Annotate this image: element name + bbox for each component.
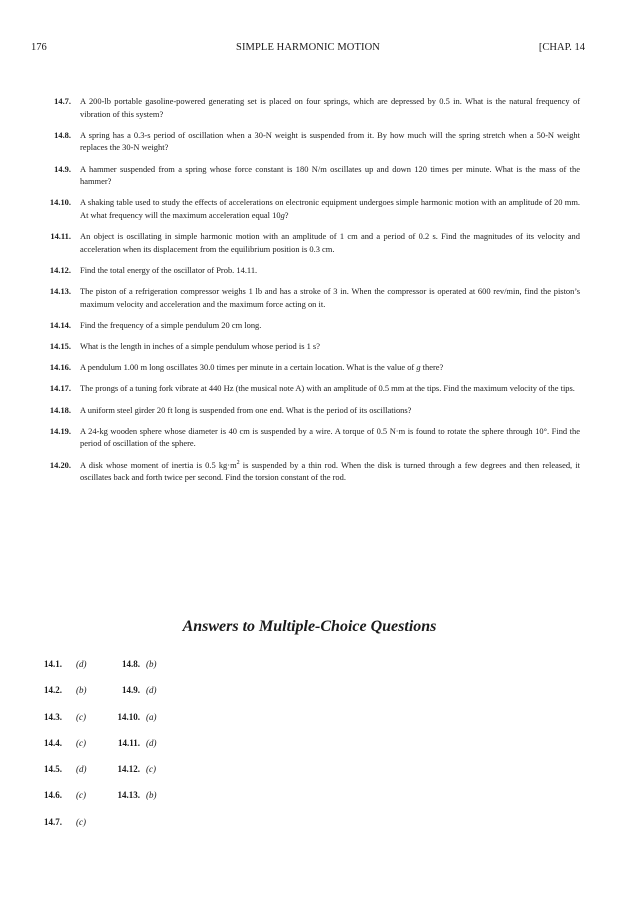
running-title: SIMPLE HARMONIC MOTION (236, 42, 380, 53)
problem-item (31, 264, 580, 277)
problem-text: Find the frequency of a simple pendulum 20 cm long. (80, 319, 262, 330)
answer-letter: (b) (146, 659, 157, 669)
problem-item (31, 361, 580, 374)
problem-number: 14.14. (49, 319, 71, 330)
answer-number: 14.2. (44, 685, 62, 696)
problem-item (31, 95, 580, 120)
answer-letter: (c) (76, 737, 86, 748)
problem-item (31, 340, 580, 353)
answer-number: 14.3. (44, 711, 62, 722)
page-number: 176 (31, 42, 47, 53)
problem-text: An object is oscillating in simple harmonic motion with an amplitude of 1 cm and a period of 0.2 s. Find the magnitudes of its velocity and acceleration when its displacement from the equilibrium position is 0.3 cm. (80, 231, 580, 254)
answer-letter: (a) (146, 711, 157, 722)
problem-text: Find the total energy of the oscillator of Prob. 14.11. (80, 264, 258, 275)
problem-item (31, 319, 580, 332)
problem-item (31, 230, 580, 255)
answer-number: 14.10. (117, 711, 140, 722)
problem-list (31, 95, 580, 492)
answer-number: 14.4. (44, 737, 62, 748)
answer-letter: (d) (76, 659, 87, 669)
problem-text: A 24-kg wooden sphere whose diameter is 40 cm is suspended by a wire. A torque of 0.5 N·m is found to rotate the sphere through 10°. Find the period of oscillation of the sphere. (80, 425, 580, 449)
problem-item (31, 196, 580, 221)
problem-number: 14.9. (54, 163, 71, 174)
problem-text: A pendulum 1.00 m long oscillates 30.0 times per minute in a certain location. What is the value of g there? (80, 362, 444, 373)
problem-text: What is the length in inches of a simple pendulum whose period is 1 s? (80, 341, 320, 352)
answer-letter: (c) (76, 816, 86, 827)
chapter-label: [CHAP. 14 (538, 42, 585, 53)
answer-letter: (b) (146, 790, 157, 801)
problem-number: 14.11. (50, 231, 71, 242)
answer-letter: (c) (146, 764, 156, 775)
problem-number: 14.19. (49, 425, 71, 436)
problem-item (31, 129, 580, 154)
answer-number: 14.9. (122, 685, 140, 696)
answer-number: 14.12. (117, 764, 140, 775)
problem-item (31, 404, 580, 417)
answer-letter: (c) (76, 711, 86, 722)
answer-number: 14.6. (44, 790, 62, 801)
problem-item (31, 425, 580, 450)
page-header (31, 42, 585, 56)
problem-number: 14.16. (49, 362, 71, 373)
problem-item (31, 163, 580, 188)
problem-text: A spring has a 0.3-s period of oscillation when a 30-N weight is suspended from it. By how much will the spring stretch when a 50-N weight replaces the 30-N weight? (80, 129, 580, 153)
problem-number: 14.20. (49, 459, 71, 470)
answer-number: 14.5. (44, 764, 62, 775)
problem-text: A 200-lb portable gasoline-powered generating set is placed on four springs, which are depressed by 0.5 in. What is the natural frequency of vibration of this system? (80, 96, 580, 119)
answer-number: 14.7. (44, 816, 62, 827)
answer-number: 14.11. (117, 737, 140, 748)
problem-number: 14.12. (49, 264, 71, 275)
answer-number: 14.13. (117, 790, 140, 801)
problem-text: The piston of a refrigeration compressor weighs 1 lb and has a stroke of 3 in. When the compressor is operated at 600 rev/min, find the piston’s maximum velocity and acceleration and the maximum force acting on it. (80, 286, 580, 309)
problem-item (31, 382, 580, 395)
problem-text: A disk whose moment of inertia is 0.5 $kg\cdot m^2$ is suspended by a thin rod. When the disk is turned through a few degrees and then released, it oscillates back and forth twice per second. Find the torsion constant of the rod. (80, 459, 581, 483)
answer-letter: (b) (76, 685, 87, 696)
problem-item (31, 459, 580, 484)
problem-number: 14.17. (49, 383, 71, 394)
problem-number: 14.13. (49, 286, 71, 297)
problem-number: 14.10. (49, 197, 71, 208)
problem-text: A shaking table used to study the effects of accelerations on electronic equipment undergoes simple harmonic motion with an amplitude of 20 mm. At what frequency will the maximum acceleration equal 10g? (80, 197, 580, 220)
answers-heading: Answers to Multiple-Choice Questions (182, 618, 437, 635)
answer-number: 14.1. (44, 659, 62, 669)
answer-letter: (c) (76, 790, 86, 801)
answer-number: 14.8. (122, 659, 140, 669)
problem-number: 14.15. (49, 341, 71, 352)
answer-letter: (d) (146, 685, 157, 696)
problem-number: 14.7. (54, 96, 71, 106)
problem-number: 14.8. (54, 129, 71, 140)
problem-text: The prongs of a tuning fork vibrate at 440 Hz (the musical note A) with an amplitude of 0.5 mm at the tips. Find the maximum velocity of the tips. (80, 383, 575, 394)
problem-number: 14.18. (49, 404, 71, 415)
problem-text: A uniform steel girder 20 ft long is suspended from one end. What is the period of its oscillations? (80, 404, 412, 415)
problem-item (31, 285, 580, 310)
answer-letter: (d) (146, 737, 157, 748)
problem-text: A hammer suspended from a spring whose force constant is 180 N/m oscillates up and down 120 times per minute. What is the mass of the hammer? (80, 163, 580, 187)
answer-letter: (d) (76, 764, 87, 775)
